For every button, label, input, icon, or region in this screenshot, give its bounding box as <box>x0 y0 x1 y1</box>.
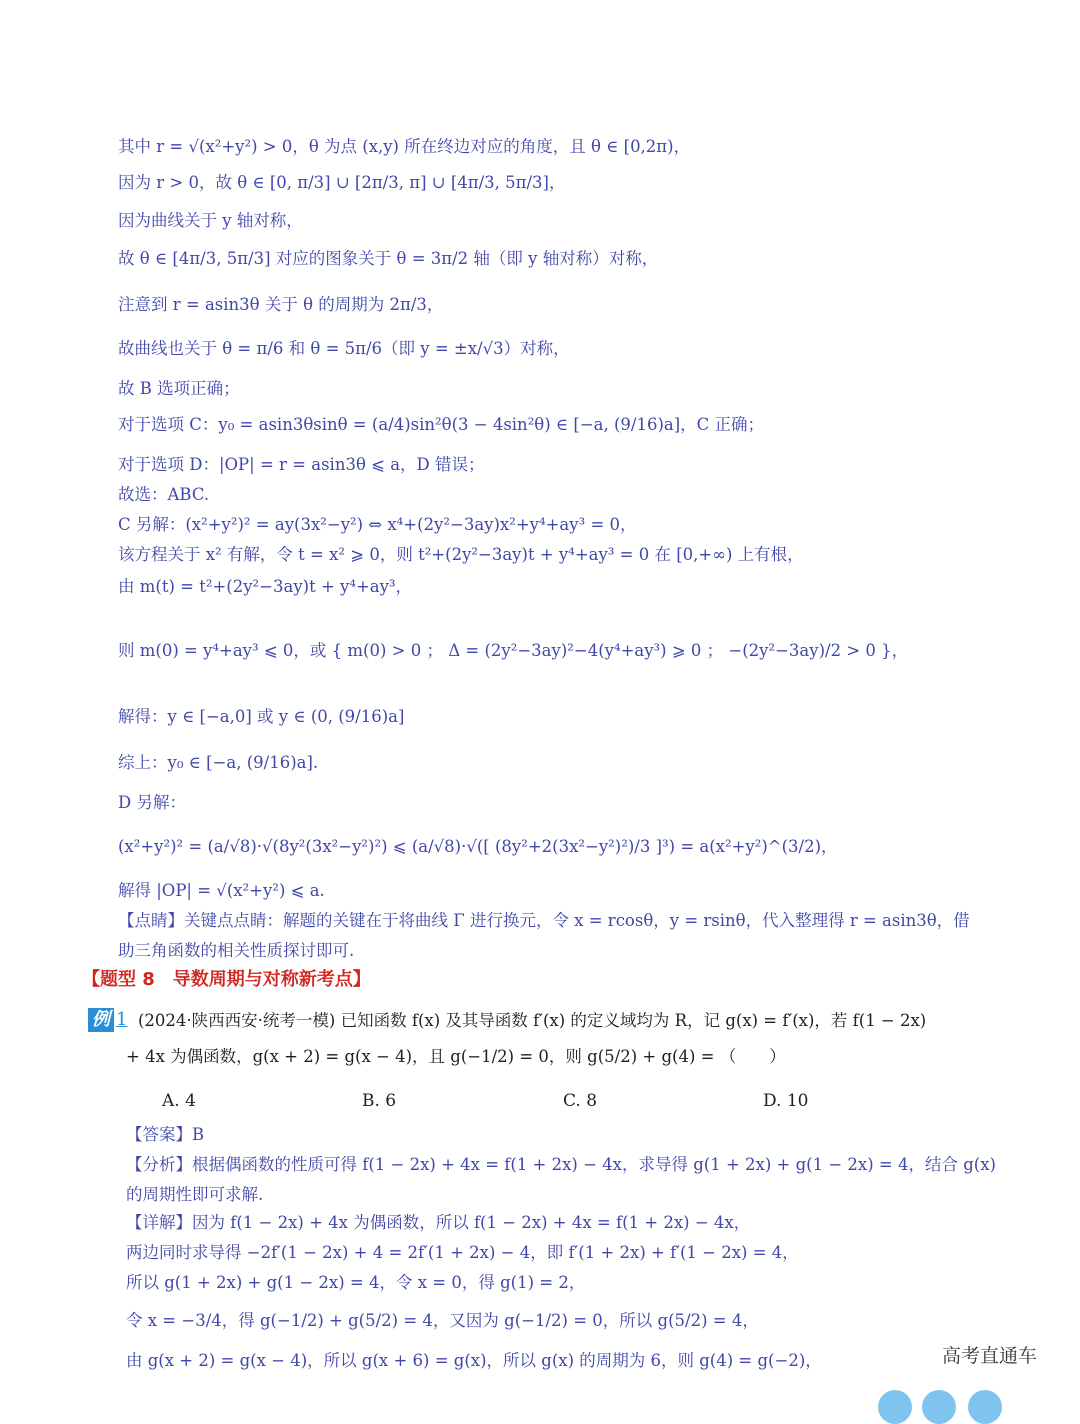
option-a: A. 4 <box>162 1091 196 1111</box>
option-b: B. 6 <box>362 1091 397 1111</box>
text-line: 解得：y ∈ [−a,0] 或 y ∈ (0, (9/16)a] <box>118 707 405 726</box>
solution-line: 所以 g(1 + 2x) + g(1 − 2x) = 4，令 x = 0，得 g(1) = 2， <box>126 1273 586 1292</box>
text-line: 助三角函数的相关性质探讨即可. <box>118 941 355 960</box>
text-line: 因为 r > 0，故 θ ∈ [0, π/3] ∪ [2π/3, π] ∪ [4π/3, 5π/3]， <box>118 173 566 192</box>
text-line: 解得 |OP| = √(x²+y²) ⩽ a. <box>118 881 325 900</box>
analysis-line: 【分析】根据偶函数的性质可得 f(1 − 2x) + 4x = f(1 + 2x) − 4x，求导得 g(1 + 2x) + g(1 − 2x) = 4，结合 g(x) <box>126 1155 996 1174</box>
text-line: C 另解：(x²+y²)² = ay(3x²−y²) ⇔ x⁴+(2y²−3ay)x²+y⁴+ay³ = 0， <box>118 515 637 534</box>
text-line: 对于选项 D：|OP| = r = asin3θ ⩽ a，D 错误； <box>118 455 485 474</box>
solution-line: 两边同时求导得 −2f′(1 − 2x) + 4 = 2f′(1 + 2x) − 4，即 f′(1 + 2x) + f′(1 − 2x) = 4， <box>126 1243 799 1262</box>
circle-decoration-icon <box>922 1390 956 1424</box>
example-question-line: + 4x 为偶函数，g(x + 2) = g(x − 4)，且 g(−1/2) = 0，则 g(5/2) + g(4) = （ ） <box>126 1047 786 1066</box>
option-d: D. 10 <box>763 1091 809 1111</box>
example-badge: 例 <box>88 1008 114 1032</box>
example-question-line: (2024·陕西西安·统考一模) 已知函数 f(x) 及其导函数 f′(x) 的定义域均为 R，记 g(x) = f′(x)，若 f(1 − 2x) <box>138 1011 927 1030</box>
circle-decoration-icon <box>878 1390 912 1424</box>
text-line: 该方程关于 x² 有解，令 t = x² ⩾ 0，则 t²+(2y²−3ay)t + y⁴+ay³ = 0 在 [0,+∞) 上有根， <box>118 545 804 564</box>
text-line: 【点睛】关键点点睛：解题的关键在于将曲线 Γ 进行换元，令 x = rcosθ，y = rsinθ，代入整理得 r = asin3θ，借 <box>118 911 970 930</box>
section-heading: 【题型 8 导数周期与对称新考点】 <box>82 969 371 990</box>
solution-line: 令 x = −3/4，得 g(−1/2) + g(5/2) = 4，又因为 g(−1/2) = 0，所以 g(5/2) = 4， <box>126 1311 759 1330</box>
text-line: 综上：y₀ ∈ [−a, (9/16)a]. <box>118 753 319 772</box>
text-line: 其中 r = √(x²+y²) > 0，θ 为点 (x,y) 所在终边对应的角度，且 θ ∈ [0,2π)， <box>118 137 691 156</box>
text-line: 因为曲线关于 y 轴对称， <box>118 211 303 230</box>
text-line: 故曲线也关于 θ = π/6 和 θ = 5π/6（即 y = ±x/√3）对称， <box>118 339 570 358</box>
text-line: (x²+y²)² = (a/√8)·√(8y²(3x²−y²)²) ⩽ (a/√8)·√([ (8y²+2(3x²−y²)²)/3 ]³) = a(x²+y²)^(3/2)， <box>118 837 838 856</box>
solution-line: 【详解】因为 f(1 − 2x) + 4x 为偶函数，所以 f(1 − 2x) + 4x = f(1 + 2x) − 4x， <box>126 1213 751 1232</box>
text-line: 对于选项 C：y₀ = asin3θsinθ = (a/4)sin²θ(3 − 4sin²θ) ∈ [−a, (9/16)a]，C 正确； <box>118 415 765 434</box>
text-line: 注意到 r = asin3θ 关于 θ 的周期为 2π/3， <box>118 295 444 314</box>
solution-line: 由 g(x + 2) = g(x − 4)，所以 g(x + 6) = g(x)，所以 g(x) 的周期为 6，则 g(4) = g(−2)， <box>126 1351 822 1370</box>
circle-decoration-icon <box>968 1390 1002 1424</box>
analysis-line: 的周期性即可求解. <box>126 1185 264 1204</box>
option-c: C. 8 <box>563 1091 598 1111</box>
answer-line: 【答案】B <box>126 1125 205 1144</box>
text-line: D 另解： <box>118 793 186 812</box>
text-line: 故 θ ∈ [4π/3, 5π/3] 对应的图象关于 θ = 3π/2 轴（即 y 轴对称）对称， <box>118 249 659 268</box>
text-line: 由 m(t) = t²+(2y²−3ay)t + y⁴+ay³， <box>118 577 413 596</box>
watermark: 高考直通车 <box>942 1345 1038 1367</box>
text-line: 故 B 选项正确； <box>118 379 240 398</box>
example-number: 1 <box>116 1009 128 1030</box>
text-line: 故选：ABC. <box>118 485 210 504</box>
text-line: 则 m(0) = y⁴+ay³ ⩽ 0，或 { m(0) > 0 ； Δ = (2y²−3ay)²−4(y⁴+ay³) ⩾ 0 ； −(2y²−3ay)/2 > 0 }， <box>118 641 909 660</box>
